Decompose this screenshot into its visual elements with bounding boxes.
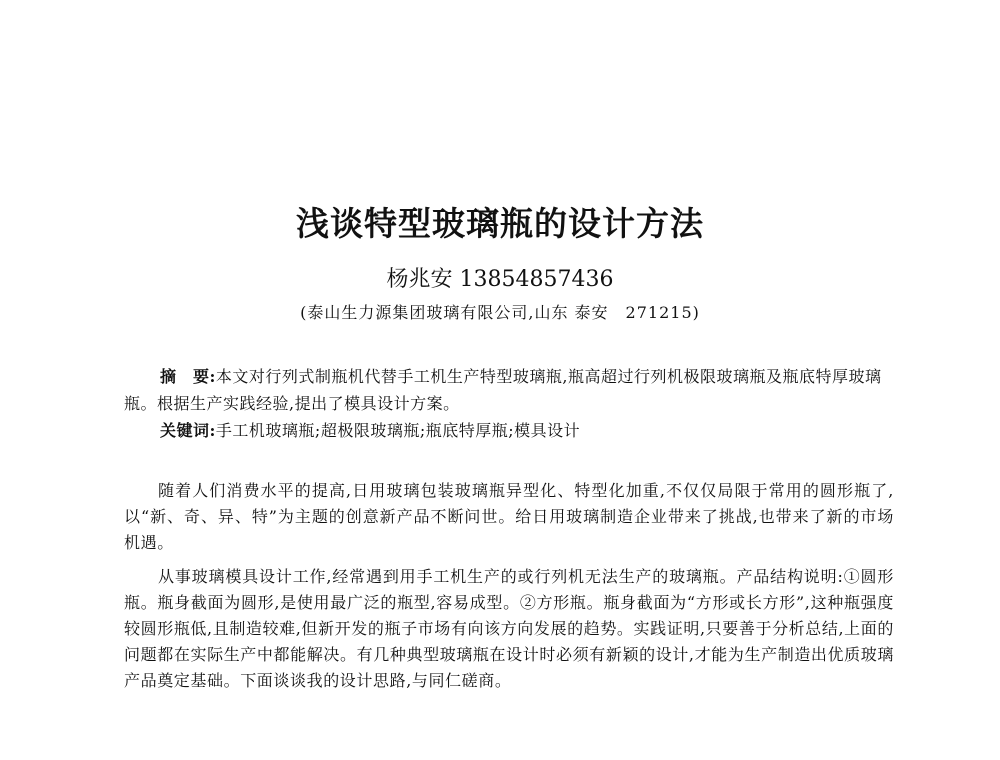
abstract-label: 摘 要:	[160, 367, 216, 386]
paper-title: 浅谈特型玻璃瓶的设计方法	[296, 204, 704, 243]
body-paragraph: 从事玻璃模具设计工作,经常遇到用手工机生产的或行列机无法生产的玻璃瓶。产品结构说明:①圆形瓶。瓶身截面为圆形,是使用最广泛的瓶型,容易成型。②方形瓶。瓶身截面为“方形或长方形”,这种瓶强度较圆形瓶低,且制造较难,但新开发的瓶子市场有向该方向发展的趋势。实践证明,只要善于分析总结,上面的问题都在实际生产中都能解决。有几种典型玻璃瓶在设计时必须有新颖的设计,才能为生产制造出优质玻璃产品奠定基础。下面谈谈我的设计思路,与同仁磋商。	[124, 567, 894, 690]
keywords-paragraph	[124, 417, 894, 444]
author-line: 杨兆安 13854857436	[386, 267, 614, 292]
keywords-text: 手工机玻璃瓶;超极限玻璃瓶;瓶底特厚瓶;模具设计	[215, 421, 581, 440]
abstract-text: 本文对行列式制瓶机代替手工机生产特型玻璃瓶,瓶高超过行列机极限玻璃瓶及瓶底特厚玻璃瓶。根据生产实践经验,提出了模具设计方案。	[124, 367, 882, 413]
body-text	[124, 478, 894, 694]
abstract-paragraph	[124, 363, 894, 417]
abstract-block	[124, 363, 894, 444]
affiliation-line: (泰山生力源集团玻璃有限公司,山东 泰安 271215)	[300, 303, 700, 322]
keywords-label: 关键词:	[160, 421, 216, 440]
body-paragraph: 随着人们消费水平的提高,日用玻璃包装玻璃瓶异型化、特型化加重,不仅仅局限于常用的圆形瓶了,以“新、奇、异、特”为主题的创意新产品不断问世。给日用玻璃制造企业带来了挑战,也带来了新的市场机遇。	[124, 481, 894, 552]
